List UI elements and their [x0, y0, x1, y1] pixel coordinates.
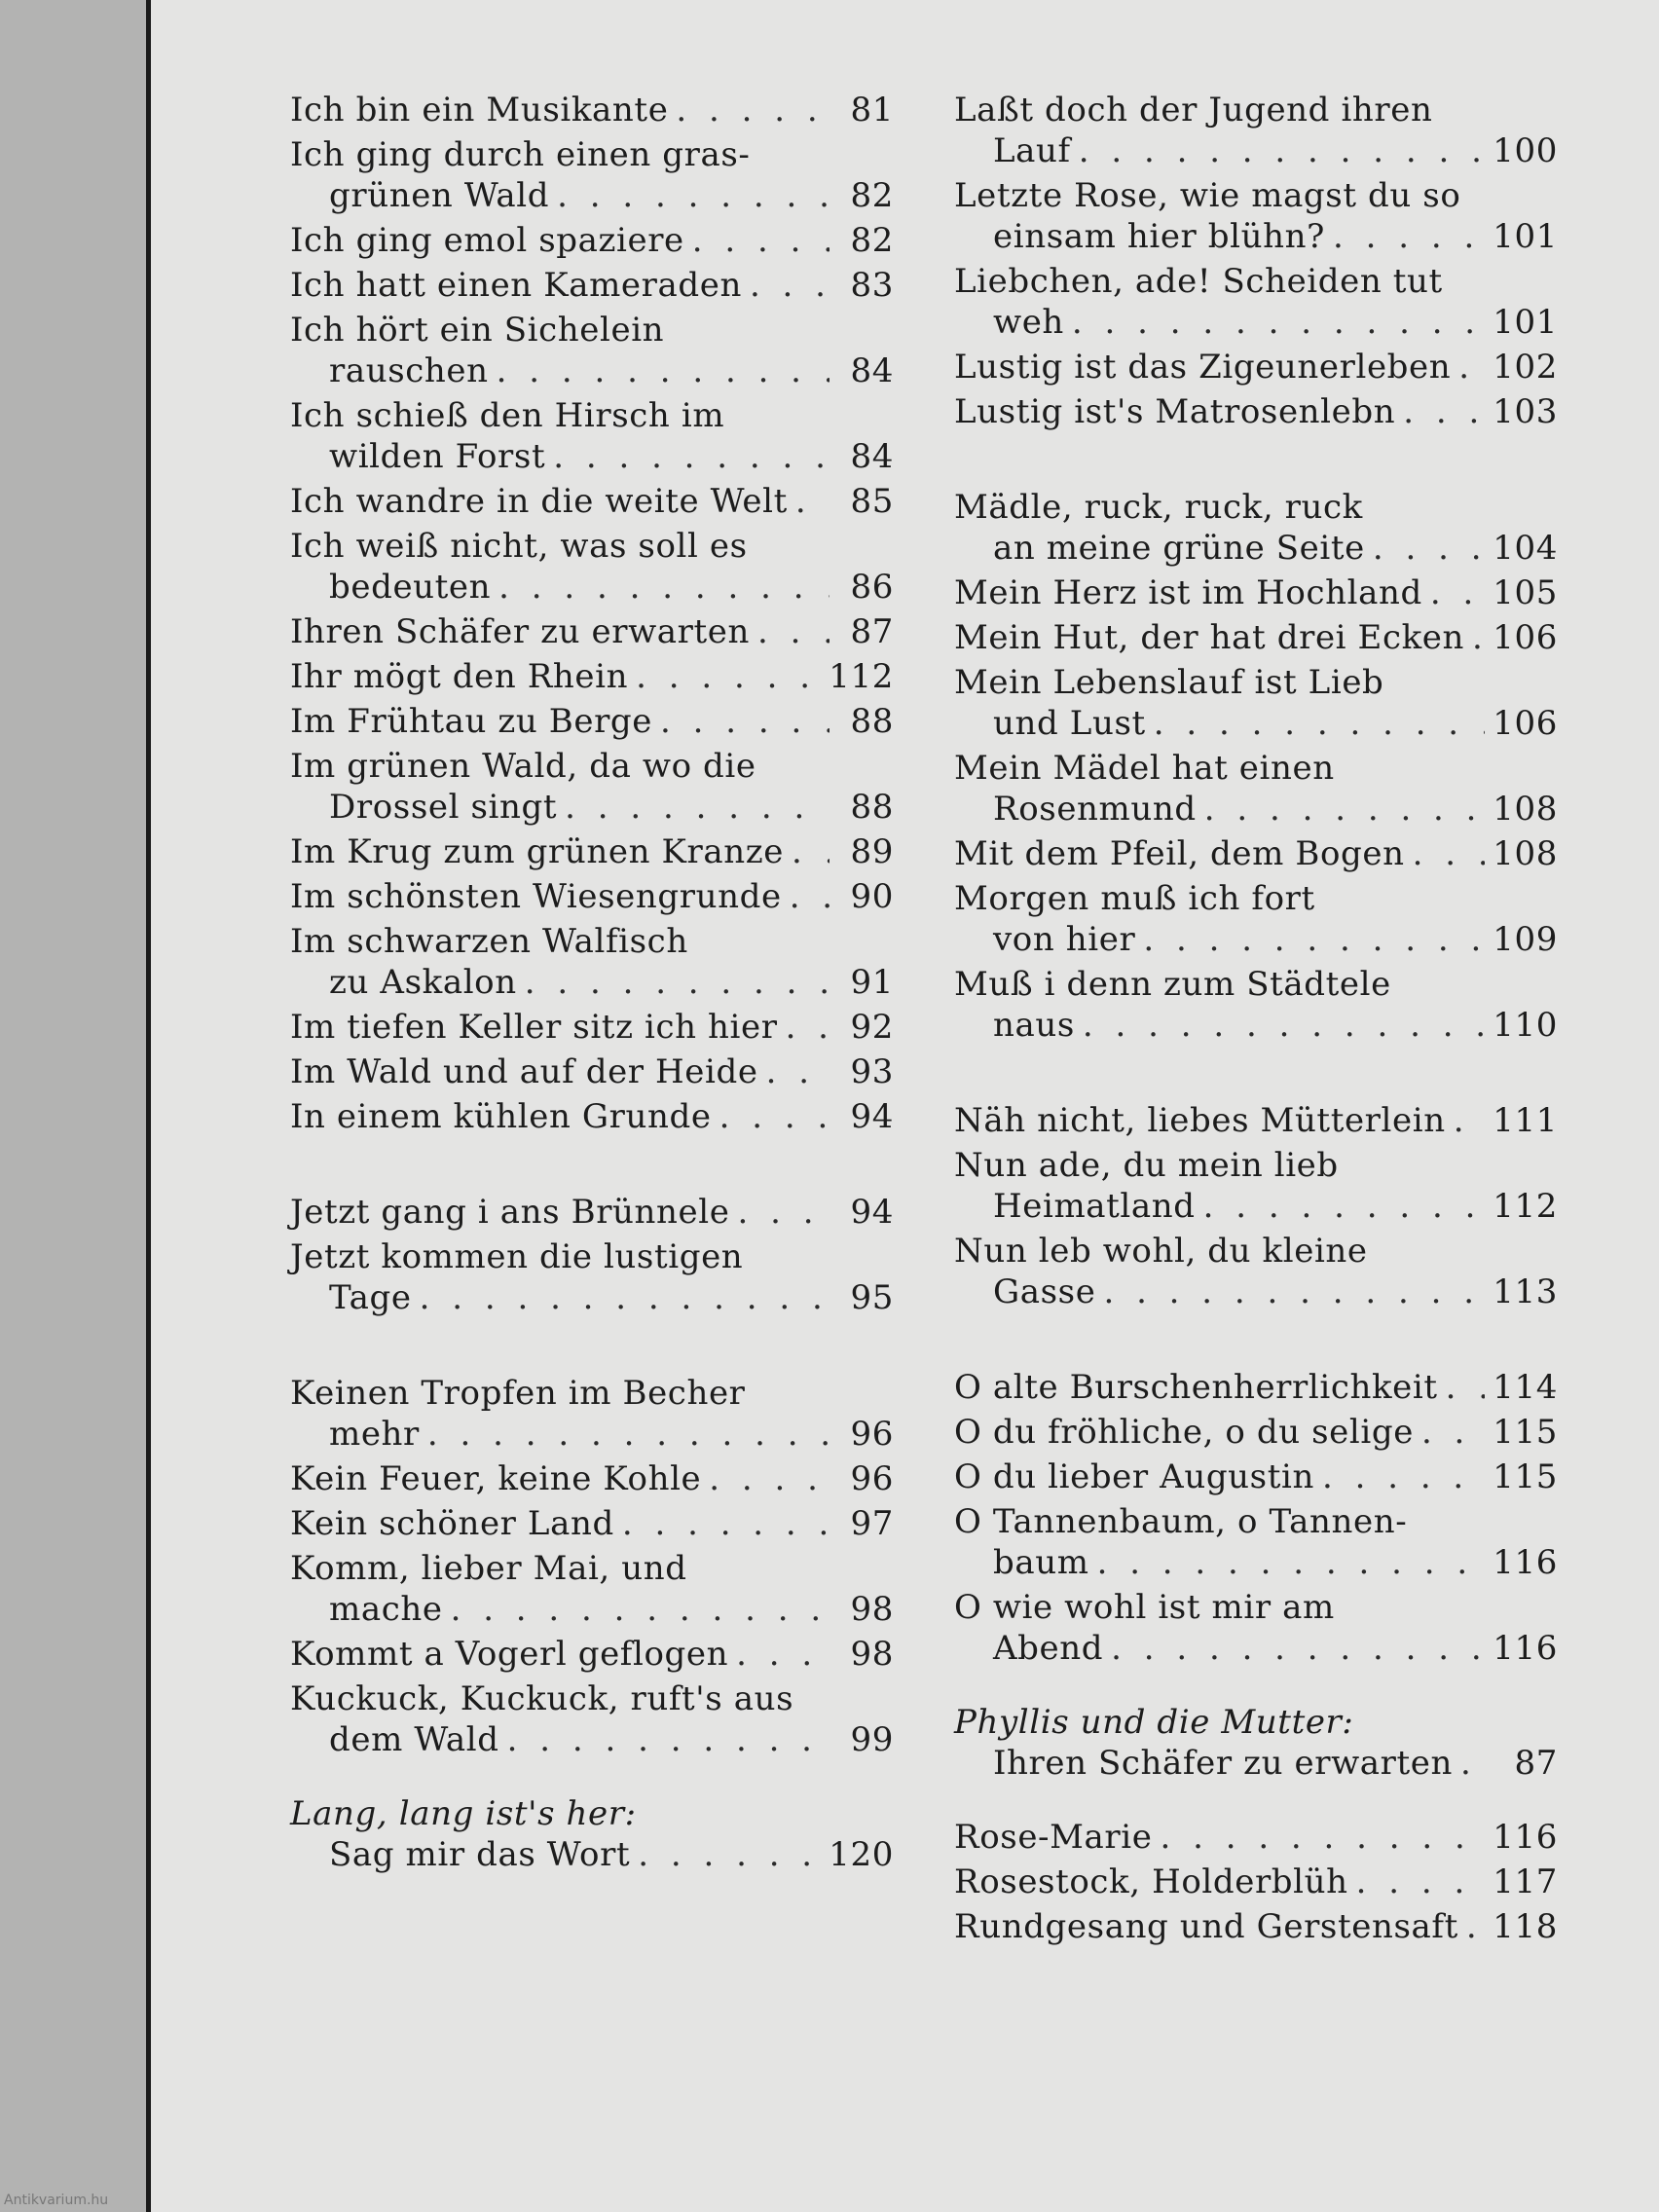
entry-title: Im tiefen Keller sitz ich hier — [290, 1008, 778, 1047]
index-entry — [954, 487, 1558, 569]
page-number: 97 — [850, 1504, 894, 1543]
page-edge — [0, 0, 146, 2212]
dot-leader — [1322, 1456, 1485, 1497]
entry-title: Ich wandre in die weite Welt — [290, 482, 788, 521]
page-number: 120 — [829, 1835, 894, 1874]
index-entry — [954, 175, 1558, 257]
dot-leader — [557, 175, 830, 216]
index-entry — [290, 395, 894, 477]
dot-leader — [1373, 528, 1485, 569]
dot-leader — [1446, 1367, 1486, 1408]
page-number: 92 — [850, 1008, 894, 1047]
entry-title-continued: Ihren Schäfer zu erwarten — [993, 1744, 1453, 1783]
page-number: 99 — [850, 1720, 894, 1759]
dot-leader — [736, 1634, 830, 1675]
page-number: 118 — [1493, 1907, 1558, 1946]
dot-leader — [737, 1192, 830, 1233]
index-entry — [290, 611, 894, 652]
page-number: 84 — [850, 437, 894, 476]
index-entry — [954, 1367, 1558, 1408]
dot-leader — [498, 567, 830, 608]
entry-title: Rose-Marie — [954, 1818, 1153, 1857]
dot-leader — [1413, 833, 1486, 874]
page-number: 112 — [1493, 1187, 1558, 1226]
page-number: 102 — [1493, 348, 1558, 387]
index-entry — [954, 347, 1558, 387]
page-number: 115 — [1493, 1457, 1558, 1496]
watermark: Antikvarium.hu — [4, 2193, 109, 2208]
dot-leader — [1160, 1817, 1485, 1858]
page-number: 87 — [850, 612, 894, 651]
page-number: 109 — [1493, 920, 1558, 959]
dot-leader — [451, 1589, 830, 1630]
index-entry — [290, 310, 894, 391]
entry-title: O alte Burschenherrlichkeit — [954, 1368, 1438, 1407]
entry-title: Mein Lebenslauf ist Lieb — [954, 663, 1384, 702]
entry-title: Nun leb wohl, du kleine — [954, 1232, 1368, 1271]
dot-leader — [660, 701, 830, 742]
entry-title: Morgen muß ich fort — [954, 879, 1315, 918]
page-number: 98 — [850, 1635, 894, 1674]
index-entry — [290, 1236, 894, 1318]
entry-title-continued: und Lust — [993, 704, 1146, 743]
entry-title: In einem kühlen Grunde — [290, 1097, 712, 1136]
page-number: 106 — [1493, 618, 1558, 657]
dot-leader — [676, 90, 830, 130]
index-entry — [290, 876, 894, 917]
index-entry — [290, 220, 894, 261]
index-entry — [954, 878, 1558, 960]
index-entry — [290, 1096, 894, 1137]
page-number: 112 — [829, 657, 894, 696]
dot-leader — [553, 436, 830, 477]
entry-title-continued: einsam hier blühn? — [993, 217, 1325, 256]
entry-title-continued: mache — [329, 1590, 443, 1629]
index-entry — [290, 265, 894, 306]
index-entry — [290, 134, 894, 216]
dot-leader — [1204, 789, 1486, 830]
page-number: 101 — [1493, 217, 1558, 256]
entry-title: Mein Hut, der hat drei Ecken — [954, 618, 1465, 657]
dot-leader — [757, 611, 830, 652]
entry-title-continued: zu Askalon — [329, 963, 517, 1002]
index-entry — [290, 1051, 894, 1092]
dot-leader — [1143, 919, 1485, 960]
entry-title: Im Frühtau zu Berge — [290, 702, 653, 741]
page-number: 88 — [850, 702, 894, 741]
section-gap — [290, 1764, 894, 1793]
entry-title: Lang, lang ist's her: — [290, 1794, 637, 1833]
index-entry — [954, 1231, 1558, 1312]
page-number: 114 — [1493, 1368, 1558, 1407]
section-gap — [954, 1673, 1558, 1702]
index-entry — [954, 1412, 1558, 1453]
index-entry — [954, 1100, 1558, 1141]
page-number: 108 — [1493, 834, 1558, 873]
page-number: 110 — [1493, 1006, 1558, 1045]
entry-title: Näh nicht, liebes Mütterlein — [954, 1101, 1446, 1140]
entry-title-continued: Lauf — [993, 131, 1071, 170]
index-entry — [954, 90, 1558, 171]
dot-leader — [497, 350, 830, 391]
entry-title: Ich hört ein Sichelein — [290, 311, 665, 350]
page-number: 116 — [1493, 1543, 1558, 1582]
index-entry — [954, 1145, 1558, 1227]
index-entry — [290, 1458, 894, 1499]
dot-leader — [1333, 216, 1485, 257]
dot-leader — [1097, 1542, 1486, 1583]
index-entry — [954, 1906, 1558, 1947]
dot-leader — [786, 1007, 830, 1048]
page-number: 113 — [1493, 1272, 1558, 1311]
page-number: 87 — [1514, 1744, 1558, 1783]
index-entry — [290, 921, 894, 1003]
dot-leader — [1466, 1906, 1485, 1947]
dot-leader — [766, 1051, 830, 1092]
page-number: 81 — [850, 91, 894, 129]
entry-title: Ich hatt einen Kameraden — [290, 266, 742, 305]
index-entry — [954, 833, 1558, 874]
page-number: 96 — [850, 1459, 894, 1498]
entry-title: Im schönsten Wiesengrunde — [290, 877, 782, 916]
entry-title: Letzte Rose, wie magst du so — [954, 176, 1461, 215]
index-entry — [954, 1587, 1558, 1669]
page-number: 88 — [850, 788, 894, 827]
entry-title: Im Krug zum grünen Kranze — [290, 832, 784, 871]
entry-title: Mein Herz ist im Hochland — [954, 573, 1422, 612]
dot-leader — [1472, 617, 1485, 658]
page-number: 101 — [1493, 303, 1558, 342]
index-entry — [290, 1192, 894, 1233]
dot-leader — [565, 787, 830, 828]
index-entry — [290, 1373, 894, 1455]
entry-title: Kein schöner Land — [290, 1504, 614, 1543]
index-column-right — [954, 90, 1558, 1951]
entry-title-continued: Drossel singt — [329, 788, 558, 827]
entry-title: Nun ade, du mein lieb — [954, 1146, 1339, 1185]
entry-title-continued: naus — [993, 1006, 1075, 1045]
section-gap — [290, 1322, 894, 1373]
entry-title: Im Wald und auf der Heide — [290, 1052, 758, 1091]
entry-title: Ich ging durch einen gras- — [290, 135, 751, 174]
page-number: 95 — [850, 1278, 894, 1317]
entry-title: Rundgesang und Gerstensaft — [954, 1907, 1458, 1946]
entry-title: Kuckuck, Kuckuck, ruft's aus — [290, 1679, 794, 1718]
page-number: 103 — [1493, 392, 1558, 431]
dot-leader — [792, 831, 830, 872]
entry-title-continued: von hier — [993, 920, 1136, 959]
index-entry — [290, 701, 894, 742]
page-number: 86 — [850, 568, 894, 607]
page-number: 82 — [850, 176, 894, 215]
dot-leader — [692, 220, 830, 261]
dot-leader — [1454, 1100, 1486, 1141]
index-entry — [954, 662, 1558, 744]
entry-title: Ihren Schäfer zu erwarten — [290, 612, 750, 651]
dot-leader — [750, 265, 830, 306]
index-entry — [954, 617, 1558, 658]
dot-leader — [427, 1414, 830, 1455]
entry-title: Lustig ist's Matrosenlebn — [954, 392, 1396, 431]
index-entry — [290, 481, 894, 522]
entry-title: Im grünen Wald, da wo die — [290, 747, 756, 786]
page-number: 105 — [1493, 573, 1558, 612]
entry-title: Keinen Tropfen im Becher — [290, 1374, 746, 1413]
entry-title: Jetzt kommen die lustigen — [290, 1237, 744, 1276]
entry-title: Lustig ist das Zigeunerleben — [954, 348, 1452, 387]
index-entry — [290, 831, 894, 872]
entry-title: O Tannenbaum, o Tannen- — [954, 1502, 1408, 1541]
entry-title-continued: wilden Forst — [329, 437, 546, 476]
index-entry — [290, 90, 894, 130]
entry-title-continued: mehr — [329, 1415, 420, 1454]
index-entry — [954, 391, 1558, 432]
entry-title-continued: dem Wald — [329, 1720, 499, 1759]
dot-leader — [1430, 572, 1485, 613]
entry-title-continued: baum — [993, 1543, 1089, 1582]
page-number: 115 — [1493, 1413, 1558, 1452]
dot-leader — [1111, 1628, 1485, 1669]
index-entry — [954, 572, 1558, 613]
dot-leader — [709, 1458, 830, 1499]
index-entry — [954, 964, 1558, 1046]
section-gap — [954, 1316, 1558, 1367]
dot-leader — [636, 656, 821, 697]
index-entry — [290, 1634, 894, 1675]
dot-leader — [1083, 1005, 1485, 1046]
entry-title: Ich ging emol spaziere — [290, 221, 684, 260]
index-entry — [954, 261, 1558, 343]
entry-title: O du lieber Augustin — [954, 1457, 1314, 1496]
book-spine-line — [146, 0, 151, 2212]
entry-title: Mein Mädel hat einen — [954, 749, 1335, 788]
index-entry — [290, 1503, 894, 1544]
entry-title: Liebchen, ade! Scheiden tut — [954, 262, 1443, 301]
entry-title: Mit dem Pfeil, dem Bogen — [954, 834, 1405, 873]
dot-leader — [1072, 302, 1485, 343]
index-entry — [290, 1678, 894, 1760]
page-number: 82 — [850, 221, 894, 260]
page-number: 100 — [1493, 131, 1558, 170]
entry-title: Kommt a Vogerl geflogen — [290, 1635, 729, 1674]
entry-title-continued: grünen Wald — [329, 176, 550, 215]
index-entry — [954, 1501, 1558, 1583]
dot-leader — [1356, 1862, 1486, 1902]
dot-leader — [790, 876, 830, 917]
dot-leader — [638, 1834, 821, 1875]
index-entry — [290, 746, 894, 828]
entry-title-continued: Abend — [993, 1629, 1104, 1668]
dot-leader — [1079, 130, 1486, 171]
entry-title-continued: Heimatland — [993, 1187, 1196, 1226]
entry-title: Im schwarzen Walfisch — [290, 922, 688, 961]
section-gap — [290, 1141, 894, 1192]
entry-title-continued: Rosenmund — [993, 790, 1197, 829]
index-entry — [290, 1793, 894, 1875]
page-number: 104 — [1493, 529, 1558, 568]
page-number: 116 — [1493, 1629, 1558, 1668]
entry-title: Komm, lieber Mai, und — [290, 1549, 687, 1588]
entry-title-continued: bedeuten — [329, 568, 492, 607]
entry-title: Rosestock, Holderblüh — [954, 1862, 1348, 1901]
entry-title: Jetzt gang i ans Brünnele — [290, 1193, 730, 1232]
dot-leader — [1154, 703, 1486, 744]
section-gap — [954, 1788, 1558, 1817]
dot-leader — [1403, 391, 1485, 432]
dot-leader — [507, 1719, 830, 1760]
page-number: 90 — [850, 877, 894, 916]
dot-leader — [1203, 1186, 1486, 1227]
dot-leader — [420, 1277, 830, 1318]
entry-title: Muß i denn zum Städtele — [954, 965, 1391, 1004]
entry-title: Kein Feuer, keine Kohle — [290, 1459, 702, 1498]
dot-leader — [1421, 1412, 1485, 1453]
index-entry — [954, 1702, 1558, 1784]
page-number: 89 — [850, 832, 894, 871]
entry-title: Laßt doch der Jugend ihren — [954, 91, 1433, 129]
index-entry — [954, 1456, 1558, 1497]
page-number: 108 — [1493, 790, 1558, 829]
page-number: 94 — [850, 1193, 894, 1232]
page-number: 91 — [850, 963, 894, 1002]
entry-title-continued: Sag mir das Wort — [329, 1835, 631, 1874]
entry-title: Ich bin ein Musikante — [290, 91, 669, 129]
index-entry — [290, 1548, 894, 1630]
entry-title: Mädle, ruck, ruck, ruck — [954, 488, 1363, 527]
page-number: 83 — [850, 266, 894, 305]
page-number: 116 — [1493, 1818, 1558, 1857]
index-column-left — [290, 90, 894, 1879]
entry-title-continued: Tage — [329, 1278, 412, 1317]
page-number: 93 — [850, 1052, 894, 1091]
entry-title: Ich weiß nicht, was soll es — [290, 527, 748, 566]
section-gap — [954, 1050, 1558, 1100]
page-number: 96 — [850, 1415, 894, 1454]
entry-title: O du fröhliche, o du selige — [954, 1413, 1414, 1452]
dot-leader — [1103, 1272, 1485, 1312]
page-number: 98 — [850, 1590, 894, 1629]
index-entry — [290, 526, 894, 608]
entry-title: O wie wohl ist mir am — [954, 1588, 1335, 1627]
entry-title: Ich schieß den Hirsch im — [290, 396, 725, 435]
page-number: 106 — [1493, 704, 1558, 743]
page-number: 84 — [850, 351, 894, 390]
dot-leader — [525, 962, 830, 1003]
page-number: 85 — [850, 482, 894, 521]
index-entry — [290, 656, 894, 697]
entry-title: Ihr mögt den Rhein — [290, 657, 629, 696]
dot-leader — [622, 1503, 830, 1544]
entry-title-continued: rauschen — [329, 351, 489, 390]
dot-leader — [1460, 1743, 1493, 1784]
page-number: 111 — [1493, 1101, 1558, 1140]
entry-title-continued: weh — [993, 303, 1064, 342]
index-entry — [290, 1007, 894, 1048]
index-entry — [954, 1862, 1558, 1902]
page-number: 117 — [1493, 1862, 1558, 1901]
index-entry — [954, 1817, 1558, 1858]
entry-title-continued: Gasse — [993, 1272, 1096, 1311]
entry-title-continued: an meine grüne Seite — [993, 529, 1365, 568]
page-number: 94 — [850, 1097, 894, 1136]
dot-leader — [719, 1096, 830, 1137]
entry-title: Phyllis und die Mutter: — [954, 1703, 1354, 1742]
index-entry — [954, 748, 1558, 830]
dot-leader — [795, 481, 830, 522]
section-gap — [954, 436, 1558, 487]
dot-leader — [1458, 347, 1485, 387]
